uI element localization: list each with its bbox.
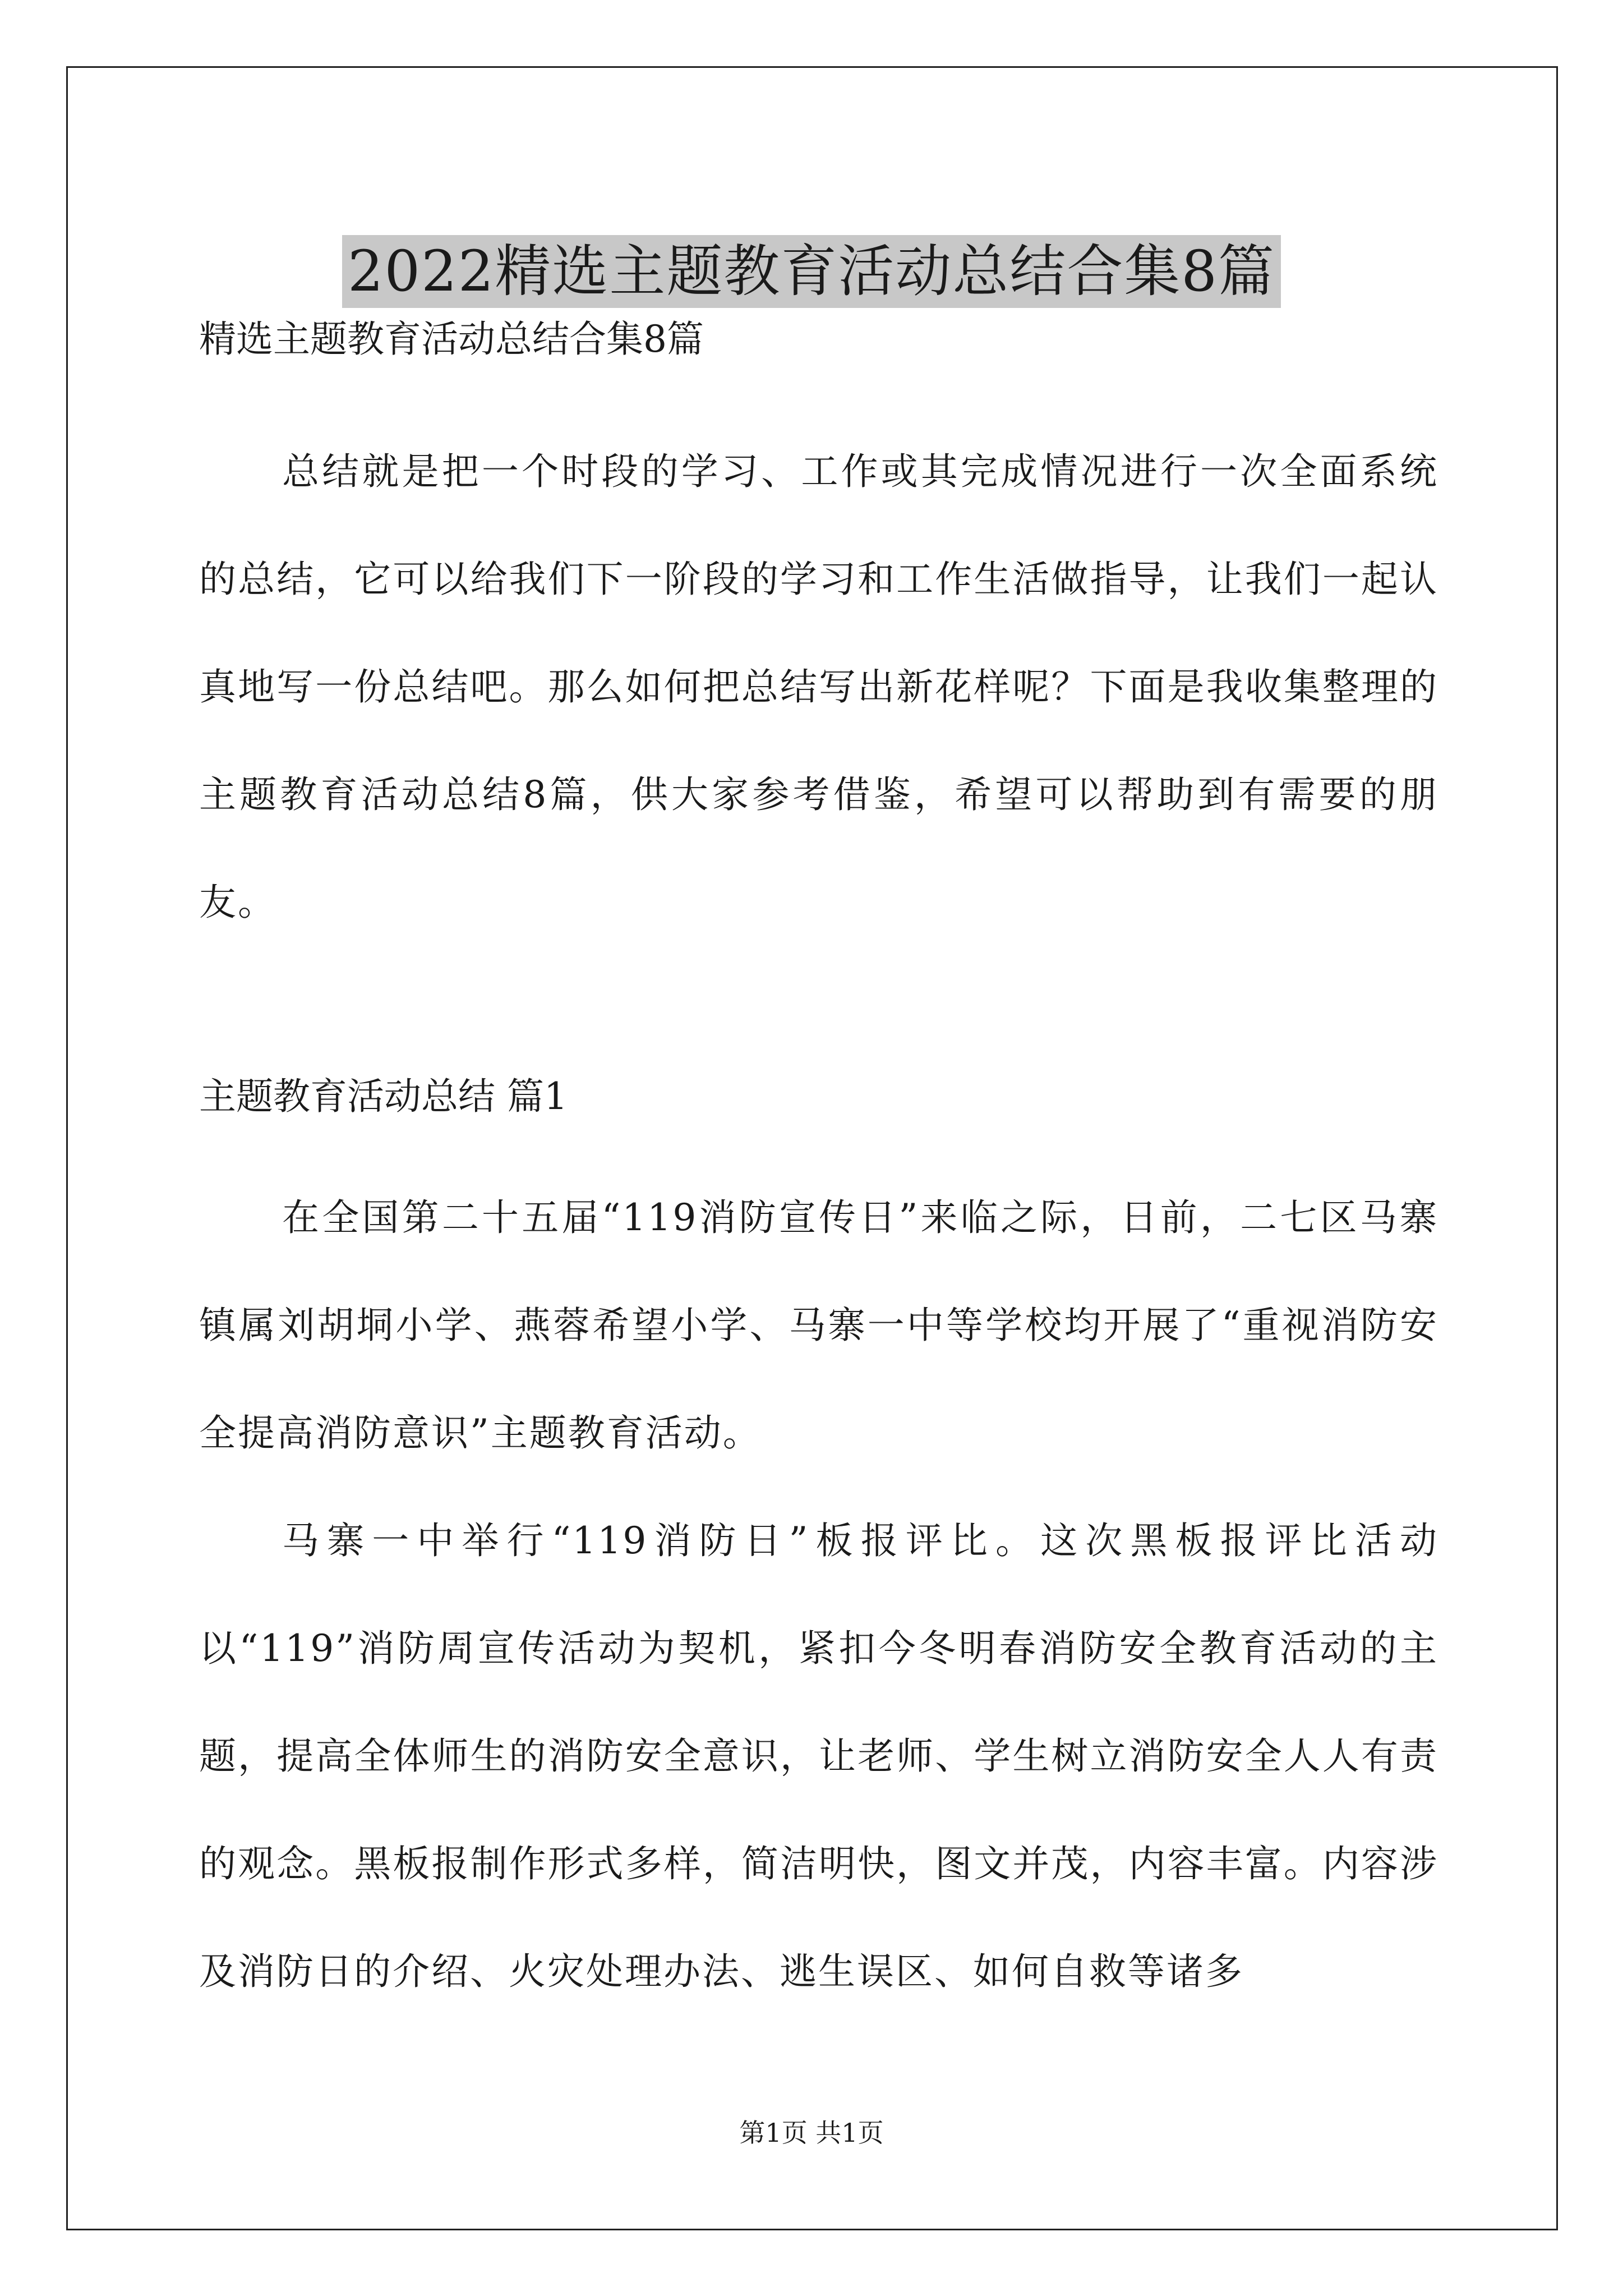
section-paragraph: 在全国第二十五届“119消防宣传日”来临之际，日前，二七区马寨镇属刘胡垌小学、燕蓉希望小学、马寨一中等学校均开展了“重视消防安全提高消防意识”主题教育活动。 (199, 1196, 1438, 1455)
document-body (199, 311, 1438, 2026)
document-subtitle: 精选主题教育活动总结合集8篇 (199, 318, 704, 361)
section-1 (199, 1069, 1438, 2026)
document-title: 2022精选主题教育活动总结合集8篇 (342, 235, 1281, 308)
intro-paragraph: 总结就是把一个时段的学习、工作或其完成情况进行一次全面系统的总结，它可以给我们下一阶段的学习和工作生活做指导，让我们一起认真地写一份总结吧。那么如何把总结写出新花样呢？下面是我收集整理的主题教育活动总结8篇，供大家参考借鉴，希望可以帮助到有需要的朋友。 (199, 450, 1438, 924)
section-paragraph: 马寨一中举行“119消防日”板报评比。这次黑板报评比活动以“119”消防周宣传活动为契机，紧扣今冬明春消防安全教育活动的主题，提高全体师生的消防安全意识，让老师、学生树立消防安全人人有责的观念。黑板报制作形式多样，简洁明快，图文并茂，内容丰富。内容涉及消防日的介绍、火灾处理办法、逃生误区、如何自救等诸多 (199, 1519, 1438, 1993)
page-footer: 第1页 共1页 (739, 2118, 884, 2148)
section-heading: 主题教育活动总结 篇1 (199, 1075, 568, 1118)
